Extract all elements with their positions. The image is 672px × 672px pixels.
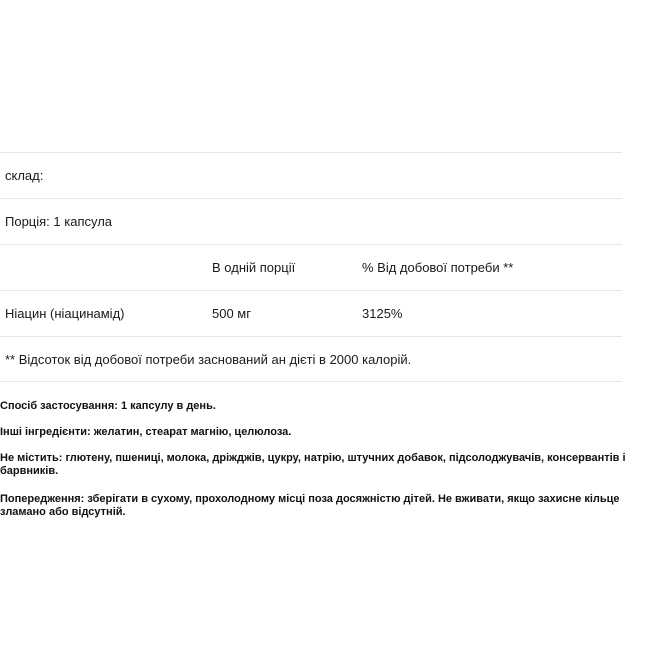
nutrient-amount: 500 мг (212, 306, 251, 321)
serving-size-row (0, 198, 622, 244)
footnote-row (0, 336, 622, 382)
nutrient-name: Ніацин (ніацинамід) (5, 306, 125, 321)
other-ingredients-note: Інші інгредієнти: желатин, стеарат магнію, целюлоза. (0, 426, 292, 438)
composition-label: склад: (5, 168, 44, 183)
daily-value-header: % Від добової потреби ** (362, 260, 514, 275)
daily-value-footnote: ** Відсоток від добової потреби заснований ан дієті в 2000 калорій. (5, 352, 412, 367)
serving-size-label: Порція: 1 капсула (5, 214, 113, 229)
supplement-facts-table (0, 152, 622, 382)
free-of-note: Не містить: глютену, пшениці, молока, дріжджів, цукру, натрію, штучних добавок, підсолоджувачів, консервантів і барвників. (0, 452, 626, 477)
table-row (0, 290, 622, 336)
product-notes (0, 400, 668, 532)
table-header-row (0, 244, 622, 290)
warning-note: Попередження: зберігати в сухому, прохолодному місці поза досяжністю дітей. Не вживати, якщо захисне кільце зламано або відсутній. (0, 493, 620, 518)
nutrient-daily-percent: 3125% (362, 306, 403, 321)
per-serving-header: В одній порції (212, 260, 296, 275)
composition-row (0, 152, 622, 198)
usage-note: Спосіб застосування: 1 капсулу в день. (0, 400, 216, 412)
